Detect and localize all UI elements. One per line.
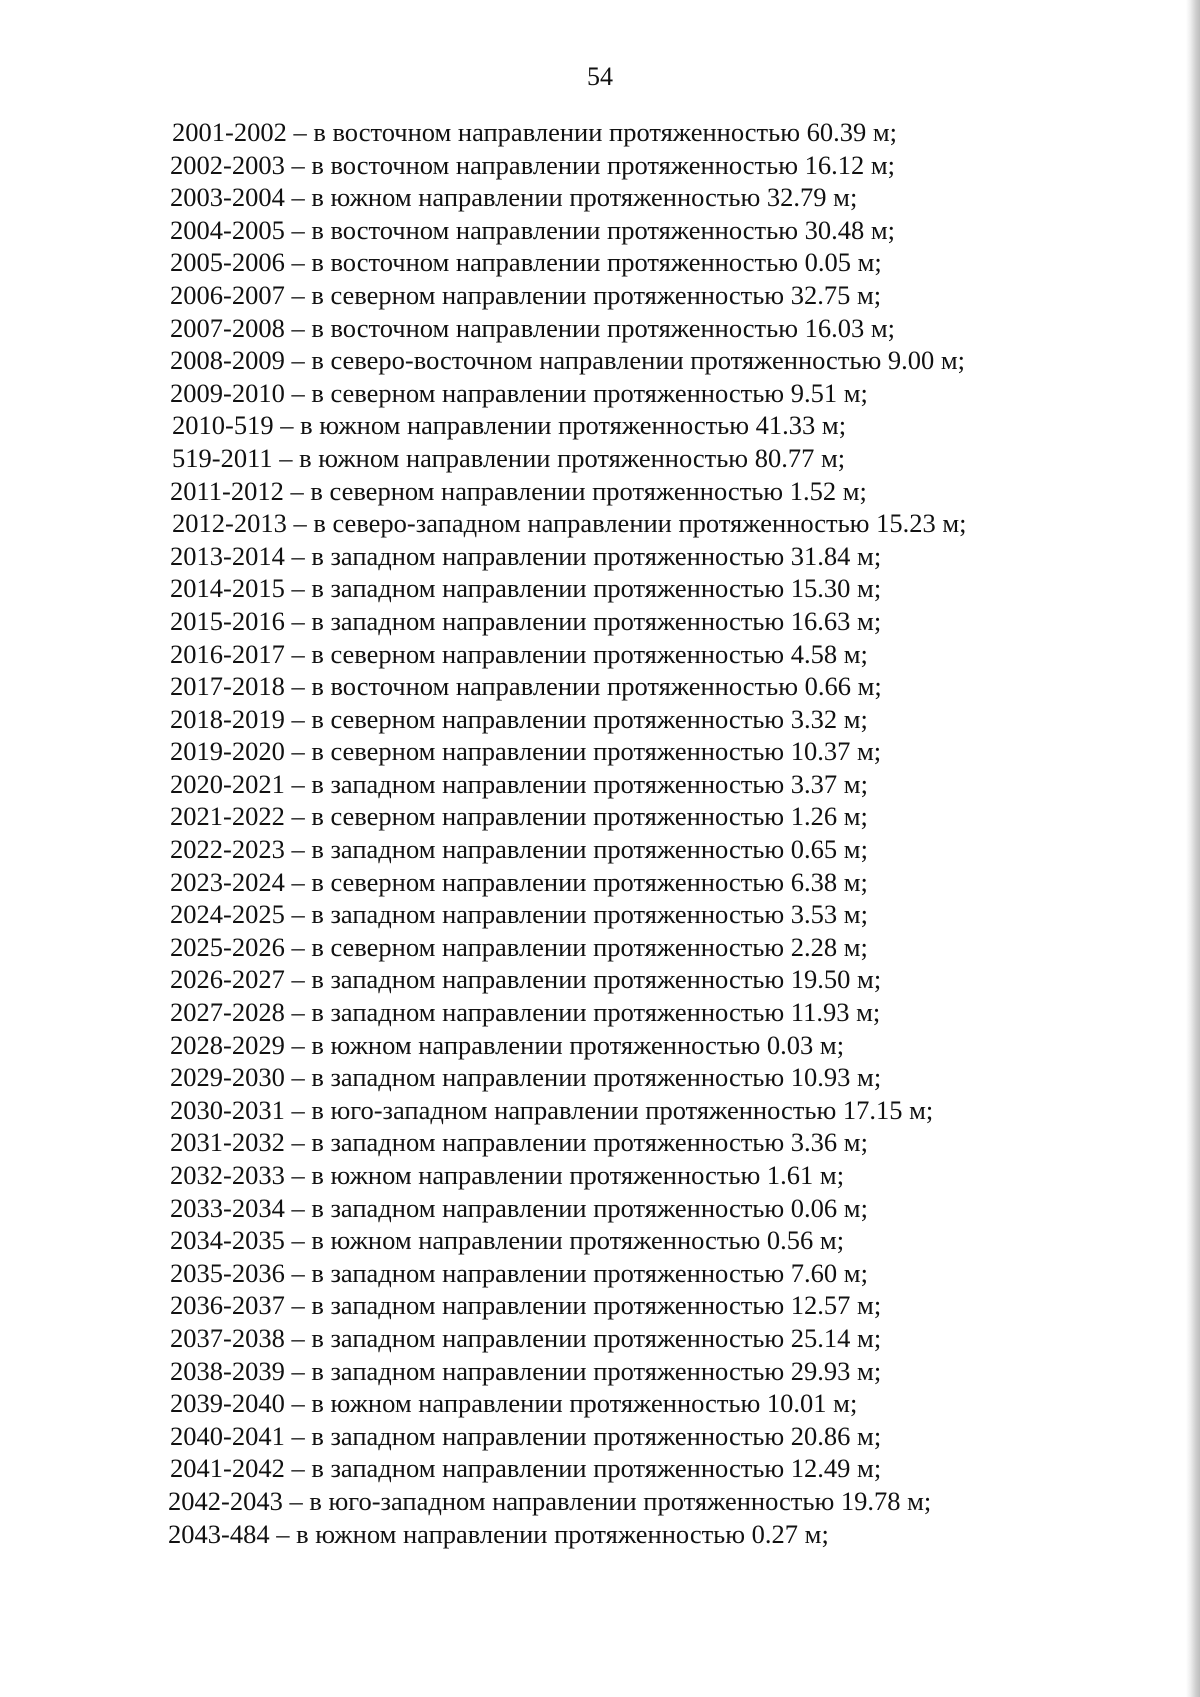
boundary-segment-line: 2040-2041 – в западном направлении протяженностью 20.86 м;: [170, 1420, 882, 1451]
boundary-segment-line: 2033-2034 – в западном направлении протяженностью 0.06 м;: [170, 1192, 868, 1223]
boundary-segment-line: 2019-2020 – в северном направлении протяженностью 10.37 м;: [170, 736, 882, 767]
boundary-segment-line: 2024-2025 – в западном направлении протяженностью 3.53 м;: [170, 899, 868, 930]
boundary-segment-line: 2021-2022 – в северном направлении протяженностью 1.26 м;: [170, 801, 868, 832]
boundary-segment-line: 2013-2014 – в западном направлении протяженностью 31.84 м;: [170, 540, 882, 571]
boundary-segment-line: 2016-2017 – в северном направлении протяженностью 4.58 м;: [170, 638, 868, 669]
boundary-segment-line: 2023-2024 – в северном направлении протяженностью 6.38 м;: [170, 866, 868, 897]
boundary-segment-line: 2010-519 – в южном направлении протяженностью 41.33 м;: [172, 410, 847, 441]
boundary-segment-line: 2012-2013 – в северо-западном направлении протяженностью 15.23 м;: [172, 508, 967, 539]
boundary-segment-line: 2018-2019 – в северном направлении протяженностью 3.32 м;: [170, 703, 868, 734]
page-number: 54: [587, 62, 613, 91]
boundary-segment-line: 2031-2032 – в западном направлении протяженностью 3.36 м;: [170, 1127, 868, 1158]
boundary-segment-line: 2027-2028 – в западном направлении протяженностью 11.93 м;: [170, 997, 881, 1028]
boundary-segment-line: 2041-2042 – в западном направлении протяженностью 12.49 м;: [170, 1453, 882, 1484]
boundary-segment-line: 2006-2007 – в северном направлении протяженностью 32.75 м;: [170, 279, 882, 310]
boundary-segment-line: 519-2011 – в южном направлении протяженностью 80.77 м;: [172, 442, 846, 473]
boundary-segment-line: 2020-2021 – в западном направлении протяженностью 3.37 м;: [170, 768, 868, 799]
boundary-segment-line: 2036-2037 – в западном направлении протяженностью 12.57 м;: [170, 1290, 882, 1321]
boundary-segment-line: 2035-2036 – в западном направлении протяженностью 7.60 м;: [170, 1257, 868, 1288]
scan-edge-shadow: [1186, 0, 1200, 1697]
boundary-segment-line: 2032-2033 – в южном направлении протяженностью 1.61 м;: [170, 1160, 845, 1190]
boundary-segment-line: 2028-2029 – в южном направлении протяженностью 0.03 м;: [170, 1029, 845, 1060]
boundary-segment-line: 2003-2004 – в южном направлении протяженностью 32.79 м;: [170, 182, 858, 213]
boundary-segment-line: 2034-2035 – в южном направлении протяженностью 0.56 м;: [170, 1225, 845, 1256]
boundary-segment-line: 2042-2043 – в юго-западном направлении протяженностью 19.78 м;: [168, 1485, 932, 1516]
boundary-segment-line: 2008-2009 – в северо-восточном направлении протяженностью 9.00 м;: [170, 345, 966, 376]
boundary-segment-line: 2043-484 – в южном направлении протяженностью 0.27 м;: [168, 1518, 829, 1549]
boundary-segment-line: 2009-2010 – в северном направлении протяженностью 9.51 м;: [170, 377, 868, 408]
boundary-segment-line: 2022-2023 – в западном направлении протяженностью 0.65 м;: [170, 834, 868, 865]
boundary-segment-line: 2005-2006 – в восточном направлении протяженностью 0.05 м;: [170, 247, 882, 278]
boundary-segment-line: 2014-2015 – в западном направлении протяженностью 15.30 м;: [170, 573, 882, 604]
boundary-segment-line: 2029-2030 – в западном направлении протяженностью 10.93 м;: [170, 1062, 882, 1093]
boundary-segment-line: 2039-2040 – в южном направлении протяженностью 10.01 м;: [170, 1388, 858, 1419]
boundary-segment-line: 2011-2012 – в северном направлении протяженностью 1.52 м;: [170, 475, 867, 506]
boundary-segment-list: [0, 116, 1160, 1550]
boundary-segment-line: 2001-2002 – в восточном направлении протяженностью 60.39 м;: [172, 117, 897, 147]
boundary-segment-line: 2004-2005 – в восточном направлении протяженностью 30.48 м;: [170, 214, 895, 245]
boundary-segment-line: 2002-2003 – в восточном направлении протяженностью 16.12 м;: [170, 149, 895, 180]
boundary-segment-line: 2025-2026 – в северном направлении протяженностью 2.28 м;: [170, 931, 868, 962]
boundary-segment-line: 2037-2038 – в западном направлении протяженностью 25.14 м;: [170, 1322, 882, 1353]
boundary-segment-line: 2038-2039 – в западном направлении протяженностью 29.93 м;: [170, 1355, 882, 1386]
boundary-segment-line: 2030-2031 – в юго-западном направлении протяженностью 17.15 м;: [170, 1094, 934, 1125]
boundary-segment-line: 2026-2027 – в западном направлении протяженностью 19.50 м;: [170, 964, 882, 995]
boundary-segment-line: 2007-2008 – в восточном направлении протяженностью 16.03 м;: [170, 312, 895, 343]
boundary-segment-line: 2015-2016 – в западном направлении протяженностью 16.63 м;: [170, 605, 882, 636]
boundary-segment-line: 2017-2018 – в восточном направлении протяженностью 0.66 м;: [170, 671, 882, 702]
